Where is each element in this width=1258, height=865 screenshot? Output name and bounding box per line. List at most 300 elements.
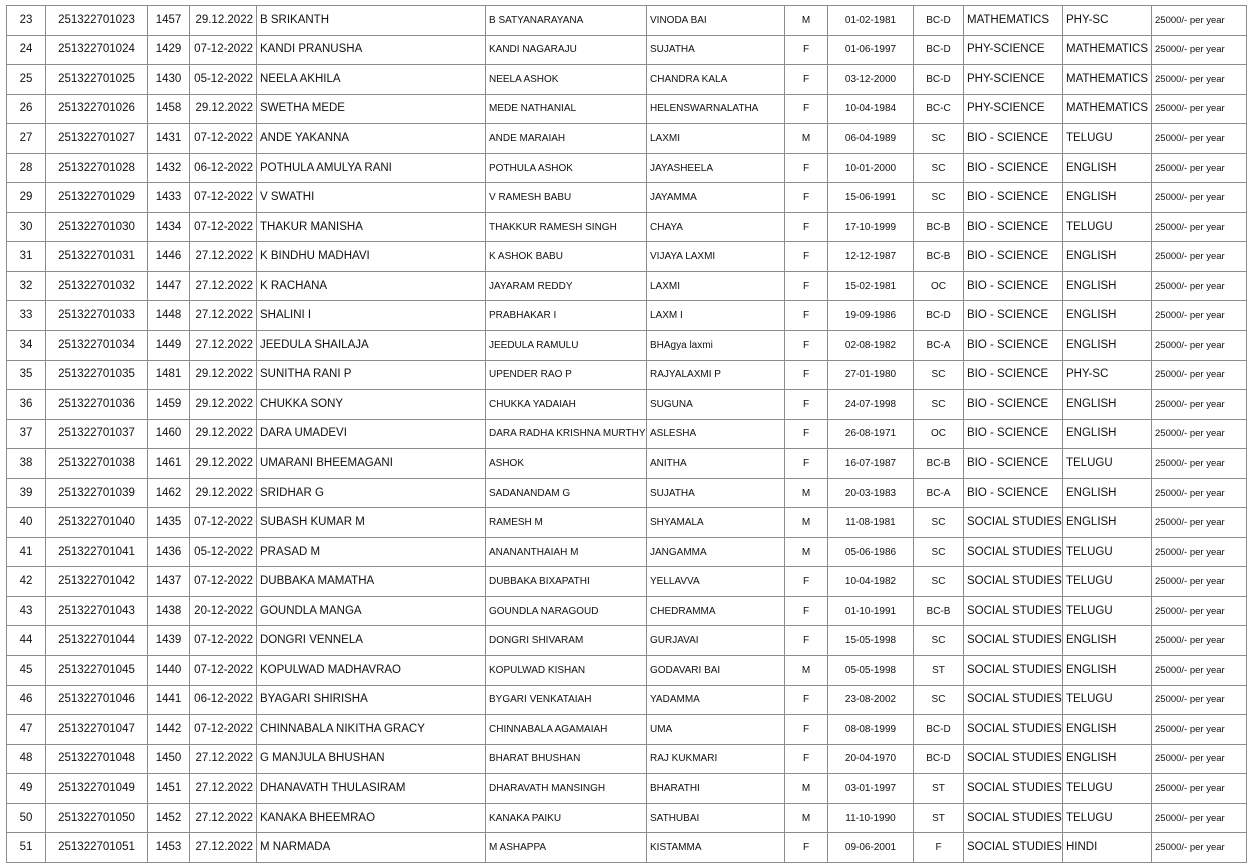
date-of-birth-cell: 08-08-1999 xyxy=(828,715,914,745)
method-subject-2-cell: TELUGU xyxy=(1063,803,1152,833)
mother-name-cell: RAJ KUKMARI xyxy=(647,744,785,774)
table-row xyxy=(7,596,1247,626)
admission-number-cell: 1446 xyxy=(148,242,190,272)
admission-date-cell: 07-12-2022 xyxy=(190,656,257,686)
registration-number-cell: 251322701050 xyxy=(46,803,148,833)
admission-number-cell: 1462 xyxy=(148,478,190,508)
method-subject-1-cell: BIO - SCIENCE xyxy=(964,153,1063,183)
admission-number-cell: 1436 xyxy=(148,537,190,567)
method-subject-2-cell: ENGLISH xyxy=(1063,715,1152,745)
method-subject-2-cell: ENGLISH xyxy=(1063,508,1152,538)
registration-number-cell: 251322701039 xyxy=(46,478,148,508)
table-row xyxy=(7,478,1247,508)
student-name-cell: PRASAD M xyxy=(257,537,486,567)
admission-number-cell: 1442 xyxy=(148,715,190,745)
admission-number-cell: 1457 xyxy=(148,6,190,36)
table-row xyxy=(7,390,1247,420)
table-row xyxy=(7,685,1247,715)
admission-date-cell: 05-12-2022 xyxy=(190,65,257,95)
admission-date-cell: 29.12.2022 xyxy=(190,94,257,124)
fee-cell: 25000/- per year xyxy=(1152,390,1247,420)
table-row xyxy=(7,153,1247,183)
date-of-birth-cell: 03-12-2000 xyxy=(828,65,914,95)
table-row xyxy=(7,124,1247,154)
fee-cell: 25000/- per year xyxy=(1152,774,1247,804)
method-subject-1-cell: SOCIAL STUDIES xyxy=(964,626,1063,656)
table-row xyxy=(7,35,1247,65)
admission-date-cell: 07-12-2022 xyxy=(190,626,257,656)
admission-date-cell: 27.12.2022 xyxy=(190,271,257,301)
gender-cell: F xyxy=(785,596,828,626)
father-name-cell: B SATYANARAYANA xyxy=(486,6,647,36)
student-admission-table xyxy=(6,5,1247,863)
date-of-birth-cell: 23-08-2002 xyxy=(828,685,914,715)
table-row xyxy=(7,183,1247,213)
gender-cell: F xyxy=(785,153,828,183)
serial-number-cell: 25 xyxy=(7,65,46,95)
admission-number-cell: 1440 xyxy=(148,656,190,686)
method-subject-2-cell: MATHEMATICS xyxy=(1063,65,1152,95)
registration-number-cell: 251322701049 xyxy=(46,774,148,804)
table-row xyxy=(7,449,1247,479)
method-subject-2-cell: TELUGU xyxy=(1063,449,1152,479)
mother-name-cell: JANGAMMA xyxy=(647,537,785,567)
table-body xyxy=(7,6,1247,863)
father-name-cell: ASHOK xyxy=(486,449,647,479)
gender-cell: F xyxy=(785,419,828,449)
mother-name-cell: SATHUBAI xyxy=(647,803,785,833)
method-subject-2-cell: ENGLISH xyxy=(1063,744,1152,774)
serial-number-cell: 23 xyxy=(7,6,46,36)
registration-number-cell: 251322701023 xyxy=(46,6,148,36)
father-name-cell: RAMESH M xyxy=(486,508,647,538)
serial-number-cell: 36 xyxy=(7,390,46,420)
admission-date-cell: 27.12.2022 xyxy=(190,833,257,863)
serial-number-cell: 24 xyxy=(7,35,46,65)
method-subject-2-cell: TELUGU xyxy=(1063,124,1152,154)
father-name-cell: KANAKA PAIKU xyxy=(486,803,647,833)
father-name-cell: ANANANTHAIAH M xyxy=(486,537,647,567)
serial-number-cell: 40 xyxy=(7,508,46,538)
registration-number-cell: 251322701042 xyxy=(46,567,148,597)
caste-category-cell: SC xyxy=(914,626,964,656)
admission-date-cell: 29.12.2022 xyxy=(190,390,257,420)
caste-category-cell: BC-D xyxy=(914,715,964,745)
admission-number-cell: 1429 xyxy=(148,35,190,65)
admission-number-cell: 1458 xyxy=(148,94,190,124)
method-subject-1-cell: BIO - SCIENCE xyxy=(964,242,1063,272)
admission-date-cell: 05-12-2022 xyxy=(190,537,257,567)
fee-cell: 25000/- per year xyxy=(1152,94,1247,124)
date-of-birth-cell: 15-02-1981 xyxy=(828,271,914,301)
mother-name-cell: CHANDRA KALA xyxy=(647,65,785,95)
admission-number-cell: 1433 xyxy=(148,183,190,213)
student-name-cell: UMARANI BHEEMAGANI xyxy=(257,449,486,479)
caste-category-cell: BC-B xyxy=(914,242,964,272)
date-of-birth-cell: 10-01-2000 xyxy=(828,153,914,183)
table-row xyxy=(7,626,1247,656)
registration-number-cell: 251322701040 xyxy=(46,508,148,538)
father-name-cell: CHUKKA YADAIAH xyxy=(486,390,647,420)
gender-cell: F xyxy=(785,301,828,331)
method-subject-1-cell: BIO - SCIENCE xyxy=(964,419,1063,449)
father-name-cell: PRABHAKAR I xyxy=(486,301,647,331)
father-name-cell: K ASHOK BABU xyxy=(486,242,647,272)
gender-cell: F xyxy=(785,65,828,95)
mother-name-cell: BHARATHI xyxy=(647,774,785,804)
student-name-cell: SRIDHAR G xyxy=(257,478,486,508)
admission-number-cell: 1437 xyxy=(148,567,190,597)
table-row xyxy=(7,715,1247,745)
table-row xyxy=(7,271,1247,301)
gender-cell: F xyxy=(785,242,828,272)
caste-category-cell: ST xyxy=(914,774,964,804)
caste-category-cell: BC-D xyxy=(914,301,964,331)
serial-number-cell: 41 xyxy=(7,537,46,567)
mother-name-cell: LAXMI xyxy=(647,124,785,154)
gender-cell: F xyxy=(785,331,828,361)
serial-number-cell: 28 xyxy=(7,153,46,183)
fee-cell: 25000/- per year xyxy=(1152,656,1247,686)
caste-category-cell: BC-D xyxy=(914,65,964,95)
father-name-cell: BHARAT BHUSHAN xyxy=(486,744,647,774)
method-subject-1-cell: BIO - SCIENCE xyxy=(964,331,1063,361)
date-of-birth-cell: 11-08-1981 xyxy=(828,508,914,538)
caste-category-cell: BC-D xyxy=(914,744,964,774)
serial-number-cell: 46 xyxy=(7,685,46,715)
mother-name-cell: KISTAMMA xyxy=(647,833,785,863)
date-of-birth-cell: 03-01-1997 xyxy=(828,774,914,804)
method-subject-1-cell: BIO - SCIENCE xyxy=(964,124,1063,154)
father-name-cell: M ASHAPPA xyxy=(486,833,647,863)
registration-number-cell: 251322701036 xyxy=(46,390,148,420)
admission-number-cell: 1447 xyxy=(148,271,190,301)
registration-number-cell: 251322701038 xyxy=(46,449,148,479)
method-subject-2-cell: TELUGU xyxy=(1063,596,1152,626)
caste-category-cell: F xyxy=(914,833,964,863)
father-name-cell: DONGRI SHIVARAM xyxy=(486,626,647,656)
admission-date-cell: 07-12-2022 xyxy=(190,35,257,65)
registration-number-cell: 251322701045 xyxy=(46,656,148,686)
method-subject-2-cell: MATHEMATICS xyxy=(1063,35,1152,65)
serial-number-cell: 30 xyxy=(7,212,46,242)
mother-name-cell: BHAgya laxmi xyxy=(647,331,785,361)
father-name-cell: MEDE NATHANIAL xyxy=(486,94,647,124)
method-subject-2-cell: HINDI xyxy=(1063,833,1152,863)
date-of-birth-cell: 27-01-1980 xyxy=(828,360,914,390)
student-name-cell: JEEDULA SHAILAJA xyxy=(257,331,486,361)
date-of-birth-cell: 01-06-1997 xyxy=(828,35,914,65)
caste-category-cell: ST xyxy=(914,803,964,833)
table-row xyxy=(7,537,1247,567)
method-subject-1-cell: SOCIAL STUDIES xyxy=(964,744,1063,774)
method-subject-2-cell: ENGLISH xyxy=(1063,153,1152,183)
father-name-cell: DHARAVATH MANSINGH xyxy=(486,774,647,804)
table-row xyxy=(7,419,1247,449)
father-name-cell: CHINNABALA AGAMAIAH xyxy=(486,715,647,745)
date-of-birth-cell: 05-06-1986 xyxy=(828,537,914,567)
gender-cell: F xyxy=(785,685,828,715)
date-of-birth-cell: 15-06-1991 xyxy=(828,183,914,213)
method-subject-2-cell: ENGLISH xyxy=(1063,301,1152,331)
father-name-cell: V RAMESH BABU xyxy=(486,183,647,213)
caste-category-cell: SC xyxy=(914,567,964,597)
date-of-birth-cell: 19-09-1986 xyxy=(828,301,914,331)
admission-number-cell: 1439 xyxy=(148,626,190,656)
fee-cell: 25000/- per year xyxy=(1152,35,1247,65)
method-subject-2-cell: ENGLISH xyxy=(1063,390,1152,420)
method-subject-1-cell: BIO - SCIENCE xyxy=(964,183,1063,213)
mother-name-cell: GURJAVAI xyxy=(647,626,785,656)
student-name-cell: CHUKKA SONY xyxy=(257,390,486,420)
registration-number-cell: 251322701047 xyxy=(46,715,148,745)
fee-cell: 25000/- per year xyxy=(1152,744,1247,774)
caste-category-cell: BC-A xyxy=(914,478,964,508)
caste-category-cell: BC-B xyxy=(914,449,964,479)
table-row xyxy=(7,567,1247,597)
student-name-cell: GOUNDLA MANGA xyxy=(257,596,486,626)
student-name-cell: DONGRI VENNELA xyxy=(257,626,486,656)
method-subject-2-cell: TELUGU xyxy=(1063,212,1152,242)
registration-number-cell: 251322701034 xyxy=(46,331,148,361)
method-subject-2-cell: TELUGU xyxy=(1063,567,1152,597)
fee-cell: 25000/- per year xyxy=(1152,626,1247,656)
method-subject-2-cell: TELUGU xyxy=(1063,537,1152,567)
admission-date-cell: 07-12-2022 xyxy=(190,212,257,242)
fee-cell: 25000/- per year xyxy=(1152,124,1247,154)
serial-number-cell: 38 xyxy=(7,449,46,479)
student-name-cell: NEELA AKHILA xyxy=(257,65,486,95)
caste-category-cell: SC xyxy=(914,537,964,567)
father-name-cell: SADANANDAM G xyxy=(486,478,647,508)
admission-date-cell: 29.12.2022 xyxy=(190,478,257,508)
registration-number-cell: 251322701044 xyxy=(46,626,148,656)
admission-number-cell: 1438 xyxy=(148,596,190,626)
serial-number-cell: 29 xyxy=(7,183,46,213)
student-name-cell: SUNITHA RANI P xyxy=(257,360,486,390)
student-name-cell: SHALINI I xyxy=(257,301,486,331)
admission-date-cell: 20-12-2022 xyxy=(190,596,257,626)
serial-number-cell: 48 xyxy=(7,744,46,774)
mother-name-cell: CHAYA xyxy=(647,212,785,242)
table-row xyxy=(7,6,1247,36)
date-of-birth-cell: 02-08-1982 xyxy=(828,331,914,361)
mother-name-cell: LAXM I xyxy=(647,301,785,331)
fee-cell: 25000/- per year xyxy=(1152,242,1247,272)
method-subject-2-cell: MATHEMATICS xyxy=(1063,94,1152,124)
gender-cell: F xyxy=(785,567,828,597)
table-row xyxy=(7,803,1247,833)
fee-cell: 25000/- per year xyxy=(1152,567,1247,597)
admission-date-cell: 07-12-2022 xyxy=(190,183,257,213)
gender-cell: M xyxy=(785,508,828,538)
student-name-cell: CHINNABALA NIKITHA GRACY xyxy=(257,715,486,745)
admission-date-cell: 07-12-2022 xyxy=(190,567,257,597)
serial-number-cell: 26 xyxy=(7,94,46,124)
fee-cell: 25000/- per year xyxy=(1152,449,1247,479)
admission-date-cell: 29.12.2022 xyxy=(190,360,257,390)
method-subject-2-cell: PHY-SC xyxy=(1063,6,1152,36)
mother-name-cell: VINODA BAI xyxy=(647,6,785,36)
mother-name-cell: SUJATHA xyxy=(647,35,785,65)
gender-cell: M xyxy=(785,478,828,508)
student-name-cell: G MANJULA BHUSHAN xyxy=(257,744,486,774)
caste-category-cell: OC xyxy=(914,419,964,449)
serial-number-cell: 47 xyxy=(7,715,46,745)
caste-category-cell: BC-A xyxy=(914,331,964,361)
admission-date-cell: 29.12.2022 xyxy=(190,6,257,36)
student-name-cell: THAKUR MANISHA xyxy=(257,212,486,242)
method-subject-1-cell: SOCIAL STUDIES xyxy=(964,596,1063,626)
registration-number-cell: 251322701043 xyxy=(46,596,148,626)
table-row xyxy=(7,833,1247,863)
admission-date-cell: 07-12-2022 xyxy=(190,715,257,745)
fee-cell: 25000/- per year xyxy=(1152,65,1247,95)
mother-name-cell: VIJAYA LAXMI xyxy=(647,242,785,272)
date-of-birth-cell: 16-07-1987 xyxy=(828,449,914,479)
fee-cell: 25000/- per year xyxy=(1152,360,1247,390)
admission-number-cell: 1430 xyxy=(148,65,190,95)
date-of-birth-cell: 17-10-1999 xyxy=(828,212,914,242)
method-subject-2-cell: TELUGU xyxy=(1063,774,1152,804)
date-of-birth-cell: 20-04-1970 xyxy=(828,744,914,774)
serial-number-cell: 39 xyxy=(7,478,46,508)
serial-number-cell: 27 xyxy=(7,124,46,154)
student-name-cell: SUBASH KUMAR M xyxy=(257,508,486,538)
table-row xyxy=(7,508,1247,538)
father-name-cell: POTHULA ASHOK xyxy=(486,153,647,183)
date-of-birth-cell: 10-04-1982 xyxy=(828,567,914,597)
method-subject-1-cell: PHY-SCIENCE xyxy=(964,65,1063,95)
admission-number-cell: 1452 xyxy=(148,803,190,833)
caste-category-cell: SC xyxy=(914,685,964,715)
method-subject-1-cell: BIO - SCIENCE xyxy=(964,478,1063,508)
student-name-cell: M NARMADA xyxy=(257,833,486,863)
date-of-birth-cell: 01-10-1991 xyxy=(828,596,914,626)
mother-name-cell: ANITHA xyxy=(647,449,785,479)
father-name-cell: THAKKUR RAMESH SINGH xyxy=(486,212,647,242)
registration-number-cell: 251322701024 xyxy=(46,35,148,65)
caste-category-cell: SC xyxy=(914,153,964,183)
registration-number-cell: 251322701051 xyxy=(46,833,148,863)
gender-cell: F xyxy=(785,35,828,65)
mother-name-cell: HELENSWARNALATHA xyxy=(647,94,785,124)
method-subject-1-cell: SOCIAL STUDIES xyxy=(964,774,1063,804)
admission-date-cell: 27.12.2022 xyxy=(190,774,257,804)
student-name-cell: SWETHA MEDE xyxy=(257,94,486,124)
table-row xyxy=(7,301,1247,331)
registration-number-cell: 251322701031 xyxy=(46,242,148,272)
method-subject-1-cell: SOCIAL STUDIES xyxy=(964,537,1063,567)
caste-category-cell: SC xyxy=(914,360,964,390)
mother-name-cell: SUJATHA xyxy=(647,478,785,508)
gender-cell: F xyxy=(785,744,828,774)
table-row xyxy=(7,656,1247,686)
student-name-cell: DHANAVATH THULASIRAM xyxy=(257,774,486,804)
serial-number-cell: 33 xyxy=(7,301,46,331)
fee-cell: 25000/- per year xyxy=(1152,271,1247,301)
date-of-birth-cell: 06-04-1989 xyxy=(828,124,914,154)
method-subject-2-cell: ENGLISH xyxy=(1063,271,1152,301)
admission-date-cell: 07-12-2022 xyxy=(190,508,257,538)
admission-date-cell: 06-12-2022 xyxy=(190,685,257,715)
admission-date-cell: 27.12.2022 xyxy=(190,331,257,361)
registration-number-cell: 251322701037 xyxy=(46,419,148,449)
caste-category-cell: BC-D xyxy=(914,35,964,65)
admission-number-cell: 1459 xyxy=(148,390,190,420)
father-name-cell: DUBBAKA BIXAPATHI xyxy=(486,567,647,597)
admission-date-cell: 27.12.2022 xyxy=(190,803,257,833)
student-name-cell: K BINDHU MADHAVI xyxy=(257,242,486,272)
method-subject-2-cell: TELUGU xyxy=(1063,685,1152,715)
gender-cell: M xyxy=(785,537,828,567)
table-row xyxy=(7,242,1247,272)
serial-number-cell: 50 xyxy=(7,803,46,833)
mother-name-cell: SUGUNA xyxy=(647,390,785,420)
table-row xyxy=(7,360,1247,390)
method-subject-2-cell: PHY-SC xyxy=(1063,360,1152,390)
gender-cell: M xyxy=(785,803,828,833)
method-subject-1-cell: PHY-SCIENCE xyxy=(964,94,1063,124)
registration-number-cell: 251322701046 xyxy=(46,685,148,715)
admission-number-cell: 1431 xyxy=(148,124,190,154)
serial-number-cell: 42 xyxy=(7,567,46,597)
fee-cell: 25000/- per year xyxy=(1152,183,1247,213)
gender-cell: M xyxy=(785,6,828,36)
method-subject-1-cell: BIO - SCIENCE xyxy=(964,449,1063,479)
gender-cell: F xyxy=(785,271,828,301)
method-subject-2-cell: ENGLISH xyxy=(1063,419,1152,449)
registration-number-cell: 251322701048 xyxy=(46,744,148,774)
registration-number-cell: 251322701028 xyxy=(46,153,148,183)
mother-name-cell: JAYASHEELA xyxy=(647,153,785,183)
method-subject-1-cell: BIO - SCIENCE xyxy=(964,390,1063,420)
caste-category-cell: SC xyxy=(914,390,964,420)
mother-name-cell: YELLAVVA xyxy=(647,567,785,597)
gender-cell: M xyxy=(785,774,828,804)
mother-name-cell: JAYAMMA xyxy=(647,183,785,213)
admission-date-cell: 27.12.2022 xyxy=(190,301,257,331)
serial-number-cell: 49 xyxy=(7,774,46,804)
caste-category-cell: BC-D xyxy=(914,6,964,36)
caste-category-cell: SC xyxy=(914,508,964,538)
serial-number-cell: 35 xyxy=(7,360,46,390)
table-row xyxy=(7,94,1247,124)
admission-date-cell: 29.12.2022 xyxy=(190,449,257,479)
admission-number-cell: 1461 xyxy=(148,449,190,479)
gender-cell: F xyxy=(785,626,828,656)
serial-number-cell: 32 xyxy=(7,271,46,301)
registration-number-cell: 251322701026 xyxy=(46,94,148,124)
table-row xyxy=(7,774,1247,804)
student-name-cell: B SRIKANTH xyxy=(257,6,486,36)
admission-number-cell: 1448 xyxy=(148,301,190,331)
student-name-cell: K RACHANA xyxy=(257,271,486,301)
caste-category-cell: SC xyxy=(914,183,964,213)
table-row xyxy=(7,744,1247,774)
method-subject-2-cell: ENGLISH xyxy=(1063,656,1152,686)
father-name-cell: GOUNDLA NARAGOUD xyxy=(486,596,647,626)
fee-cell: 25000/- per year xyxy=(1152,478,1247,508)
father-name-cell: JEEDULA RAMULU xyxy=(486,331,647,361)
caste-category-cell: BC-B xyxy=(914,212,964,242)
date-of-birth-cell: 10-04-1984 xyxy=(828,94,914,124)
student-name-cell: KANDI PRANUSHA xyxy=(257,35,486,65)
date-of-birth-cell: 05-05-1998 xyxy=(828,656,914,686)
admission-date-cell: 07-12-2022 xyxy=(190,124,257,154)
fee-cell: 25000/- per year xyxy=(1152,6,1247,36)
gender-cell: F xyxy=(785,449,828,479)
